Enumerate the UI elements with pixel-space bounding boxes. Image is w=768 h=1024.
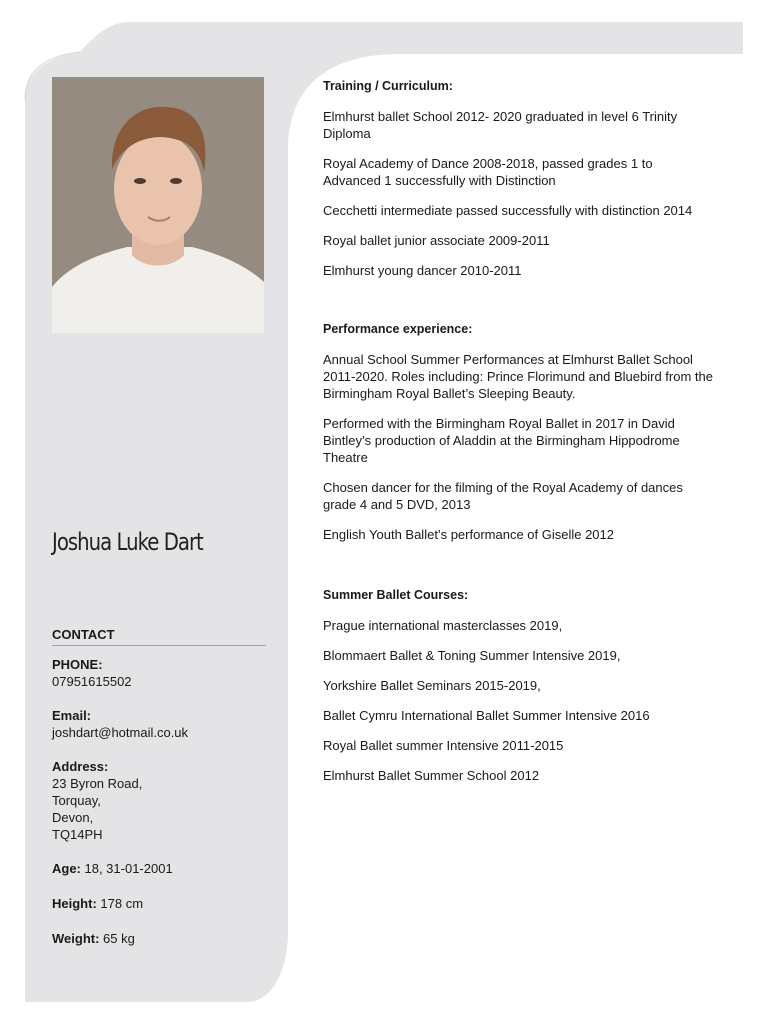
address-line: 23 Byron Road, [52,776,143,791]
performance-item: Annual School Summer Performances at Elmhurst Ballet School 2011-2020. Roles including: Prince Florimund and Bluebird from the Birmingham Royal Ballet’s Sleeping Beauty. [323,352,713,401]
summer-course-item: Elmhurst Ballet Summer School 2012 [323,768,540,783]
contact-panel [52,626,266,965]
training-item: Elmhurst ballet School 2012- 2020 graduated in level 6 Trinity Diploma [323,109,678,141]
training-item: Elmhurst young dancer 2010-2011 [323,263,522,278]
training-item: Royal ballet junior associate 2009-2011 [323,233,550,248]
candidate-name: Joshua Luke Dart [52,528,203,556]
address-field [52,758,266,843]
contact-heading: CONTACT [52,626,266,646]
section-spacer [323,556,713,587]
summer-course-item: Ballet Cymru International Ballet Summer Intensive 2016 [323,708,650,723]
portrait-image [52,77,264,333]
address-line: TQ14PH [52,827,103,842]
performance-item: Performed with the Birmingham Royal Ballet in 2017 in David Bintley’s production of Aladdin at the Birmingham Hippodrome Theatre [323,416,680,465]
phone-value: 07951615502 [52,674,132,689]
section-spacer [323,292,713,321]
age-field [52,860,266,877]
phone-field [52,656,266,690]
training-item: Royal Academy of Dance 2008-2018, passed grades 1 to Advanced 1 successfully with Distinction [323,156,653,188]
summer-course-item: Prague international masterclasses 2019, [323,618,563,633]
training-heading: Training / Curriculum: [323,79,453,93]
training-item: Cecchetti intermediate passed successfully with distinction 2014 [323,203,693,218]
summer-course-item: Blommaert Ballet & Toning Summer Intensive 2019, [323,648,621,663]
main-content [323,78,713,797]
profile-photo [52,77,264,333]
weight-label: Weight: [52,931,100,946]
email-label: Email: [52,708,92,723]
performance-item: Chosen dancer for the filming of the Royal Academy of dances grade 4 and 5 DVD, 2013 [323,480,683,512]
address-line: Devon, [52,810,94,825]
phone-label: PHONE: [52,657,103,672]
email-field [52,707,266,741]
weight-value: 65 kg [99,931,135,946]
weight-field [52,930,266,947]
summer-course-item: Yorkshire Ballet Seminars 2015-2019, [323,678,541,693]
performance-item: English Youth Ballet’s performance of Giselle 2012 [323,527,615,542]
email-value[interactable]: joshdart@hotmail.co.uk [52,725,189,740]
summer-course-item: Royal Ballet summer Intensive 2011-2015 [323,738,564,753]
performance-heading: Performance experience: [323,322,473,336]
height-value: 178 cm [96,896,144,911]
summer-courses-heading: Summer Ballet Courses: [323,588,469,602]
age-value: 18, 31-01-2001 [80,861,173,876]
height-field [52,895,266,912]
address-label: Address: [52,759,109,774]
age-label: Age: [52,861,81,876]
address-line: Torquay, [52,793,101,808]
height-label: Height: [52,896,97,911]
